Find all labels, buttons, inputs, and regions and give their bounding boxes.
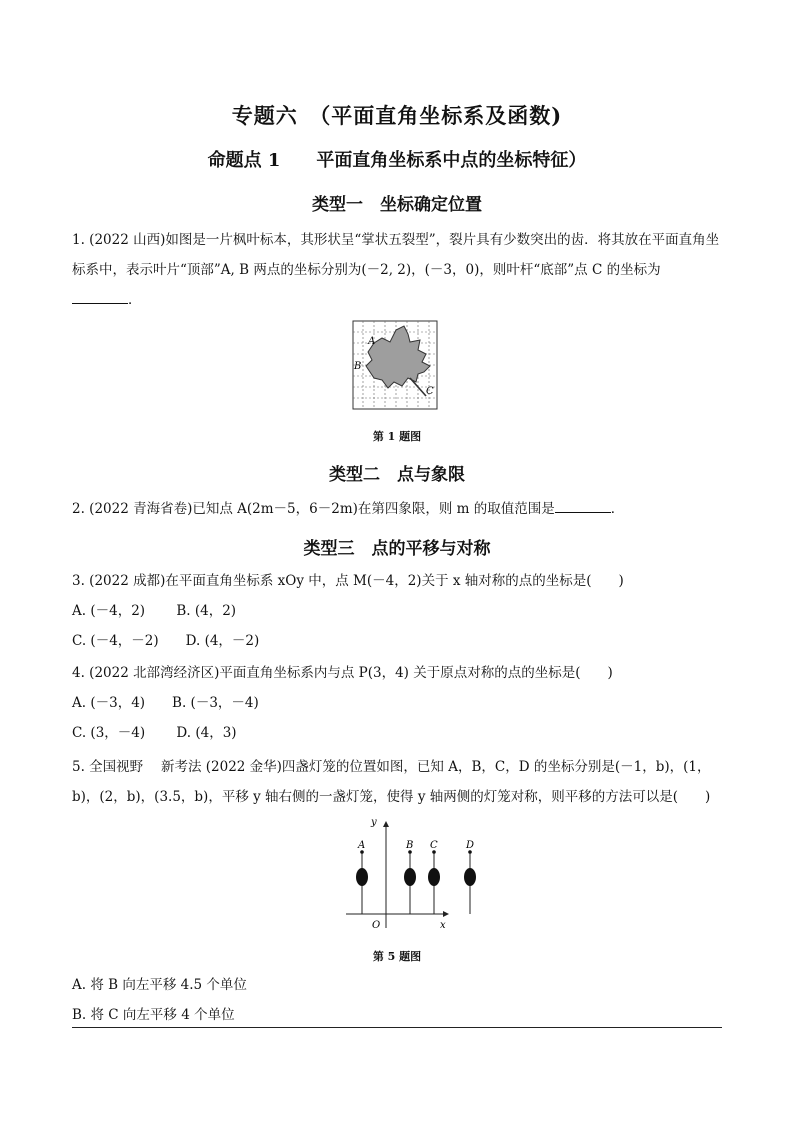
page-subtitle: 命题点 1 平面直角坐标系中点的坐标特征） (207, 150, 587, 171)
origin-label: O (372, 920, 381, 931)
question-3-options-ab[interactable]: A. (－4，2) B. (4，2) (72, 603, 237, 619)
section-heading-3: 类型三 点的平移与对称 (303, 539, 491, 559)
figure-1-caption: 第 1 题图 (372, 430, 422, 443)
lantern-body (464, 868, 476, 886)
question-4-options-cd[interactable]: C. (3，－4) D. (4，3) (72, 725, 237, 741)
question-5-option-b[interactable]: B. 将 C 向左平移 4 个单位 (72, 1007, 235, 1023)
figure-5-caption: 第 5 题图 (372, 950, 422, 963)
lantern-label: C (430, 840, 438, 851)
question-2 (72, 494, 722, 524)
lantern-label: A (358, 840, 366, 851)
lantern-body (404, 868, 416, 886)
lantern-label: B (406, 840, 414, 851)
lantern-c (428, 840, 440, 914)
lantern-body (356, 868, 368, 886)
question-5-option-a[interactable]: A. 将 B 向左平移 4.5 个单位 (72, 977, 247, 993)
question-1-line-2: 标系中，表示叶片“顶部”A, B 两点的坐标分别为(－2, 2)，(－3，0)，则叶杆“底部”点 C 的坐标为 (72, 262, 661, 278)
point-b-label: B (354, 361, 362, 372)
lantern-layer (356, 840, 476, 914)
question-1-end: ． (128, 292, 142, 308)
question-2-text: 2. (2022 青海省卷)已知点 A(2m－5，6－2m)在第四象限，则 m 的取值范围是 (72, 501, 555, 517)
question-5 (72, 752, 722, 812)
question-3 (72, 566, 722, 656)
question-5-options (72, 970, 722, 1030)
lantern-a (356, 840, 368, 914)
x-axis-label: x (440, 920, 446, 931)
answer-blank-2[interactable] (555, 498, 611, 513)
lantern-d (464, 840, 476, 914)
question-4-options-ab[interactable]: A. (－3，4) B. (－3，－4) (72, 695, 259, 711)
lantern-body (428, 868, 440, 886)
lantern-figure (340, 816, 475, 934)
page-bottom-rule (72, 1027, 722, 1028)
question-1 (72, 225, 722, 315)
page-title: 专题六 （平面直角坐标系及函数) (231, 103, 563, 128)
answer-blank-1[interactable] (72, 289, 128, 304)
question-5-line-2: b)，(2，b)，(3.5，b)，平移 y 轴右侧的一盏灯笼，使得 y 轴两侧的灯笼对称，则平移的方法可以是( ) (72, 789, 711, 805)
section-heading-1: 类型一 坐标确定位置 (312, 195, 482, 215)
question-5-line-1: 5. 全国视野 新考法 (2022 金华)四盏灯笼的位置如图，已知 A，B，C，D 的坐标分别是(－1，b)，(1， (72, 759, 711, 775)
question-3-text: 3. (2022 成都)在平面直角坐标系 xOy 中，点 M(－4，2)关于 x 轴对称的点的坐标是( ) (72, 573, 624, 589)
question-3-options-cd[interactable]: C. (－4，－2) D. (4，－2) (72, 633, 260, 649)
maple-leaf-figure (352, 320, 442, 412)
question-1-line-3 (72, 285, 722, 315)
point-c-label: C (426, 386, 434, 397)
question-1-line-1: 1. (2022 山西)如图是一片枫叶标本，其形状呈“掌状五裂型”，裂片具有少数突出的齿．将其放在平面直角坐 (72, 232, 720, 248)
section-heading-2: 类型二 点与象限 (329, 465, 465, 485)
y-axis-label: y (371, 817, 377, 828)
question-4-text: 4. (2022 北部湾经济区)平面直角坐标系内与点 P(3，4) 关于原点对称的点的坐标是( ) (72, 665, 613, 681)
point-a-label: A (368, 336, 376, 347)
lantern-label: D (466, 840, 475, 851)
question-2-end: ． (610, 501, 625, 517)
lantern-b (404, 840, 416, 914)
question-4 (72, 658, 722, 748)
